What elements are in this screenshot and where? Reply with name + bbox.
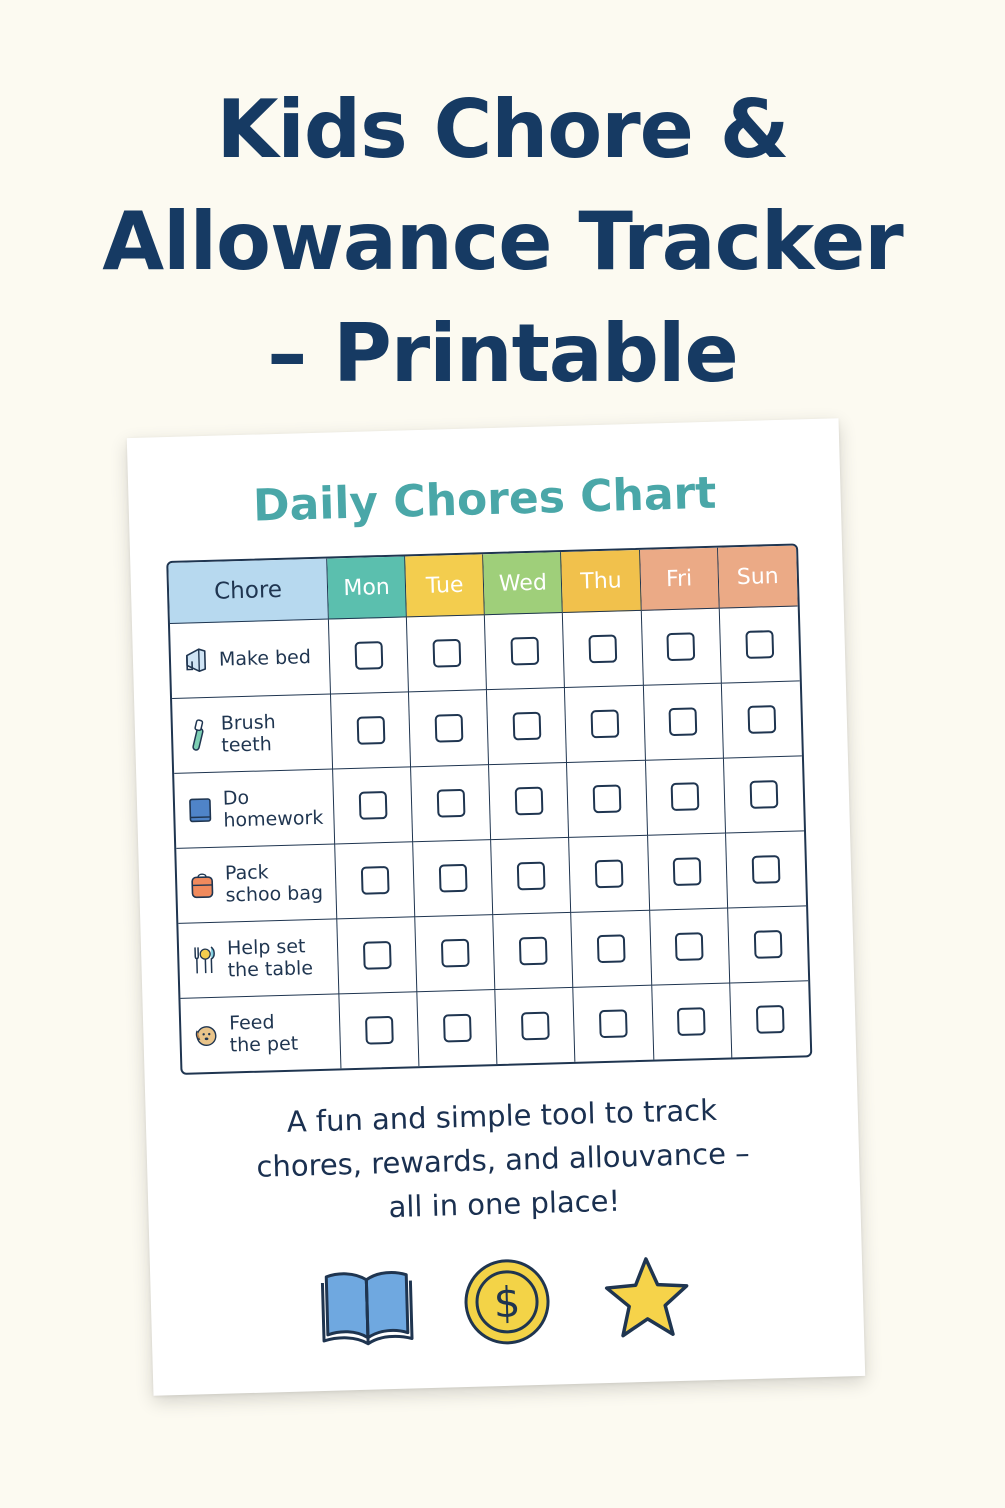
checkbox-feed-pet-mon[interactable]	[365, 1016, 394, 1045]
book-icon	[187, 793, 214, 828]
star-icon	[598, 1249, 697, 1348]
toothbrush-icon	[185, 718, 212, 753]
checkbox-pack-bag-thu[interactable]	[595, 859, 624, 888]
headline-line-1: Kids Chore &	[216, 83, 789, 176]
chore-name-line2: schoo bag	[225, 881, 324, 907]
checkbox-homework-mon[interactable]	[358, 791, 387, 820]
checkbox-homework-thu[interactable]	[593, 784, 622, 813]
checkbox-make-bed-fri[interactable]	[667, 632, 696, 661]
chore-cell	[170, 620, 331, 699]
day-header-fri: Fri	[640, 548, 720, 611]
chore-cell	[172, 695, 333, 774]
checkbox-brush-teeth-wed[interactable]	[512, 712, 541, 741]
checkbox-pack-bag-tue[interactable]	[439, 864, 468, 893]
checkbox-set-table-fri[interactable]	[675, 932, 704, 961]
checkbox-brush-teeth-mon[interactable]	[356, 716, 385, 745]
dollar-coin-icon	[458, 1253, 557, 1352]
open-book-icon	[318, 1256, 417, 1355]
chore-column-header: Chore	[168, 559, 329, 624]
bottom-icon-row	[150, 1242, 865, 1362]
checkbox-make-bed-tue[interactable]	[432, 639, 461, 668]
chore-name-line2: teeth	[221, 733, 273, 757]
checkbox-set-table-mon[interactable]	[362, 941, 391, 970]
page-headline	[0, 74, 1005, 410]
chore-name-line2: the pet	[229, 1032, 299, 1057]
tagline-line-1: A fun and simple tool to track	[286, 1092, 718, 1139]
headline-line-3: – Printable	[267, 307, 738, 400]
checkbox-pack-bag-wed[interactable]	[517, 862, 546, 891]
tagline	[185, 1085, 820, 1235]
chore-cell	[174, 769, 335, 848]
checkbox-set-table-wed[interactable]	[519, 937, 548, 966]
checkbox-feed-pet-wed[interactable]	[521, 1012, 550, 1041]
checkbox-make-bed-wed[interactable]	[510, 637, 539, 666]
tagline-line-2: chores, rewards, and allouvance –	[256, 1136, 751, 1184]
checkbox-feed-pet-thu[interactable]	[599, 1009, 628, 1038]
svg-text:$: $	[492, 1277, 522, 1328]
chore-name: Do	[222, 786, 250, 810]
backpack-icon	[189, 868, 216, 903]
headline-line-2: Allowance Tracker	[102, 195, 903, 288]
chore-name: Make bed	[218, 646, 312, 671]
checkbox-pack-bag-fri[interactable]	[673, 857, 702, 886]
checkbox-homework-fri[interactable]	[671, 782, 700, 811]
checkbox-set-table-tue[interactable]	[441, 939, 470, 968]
checkbox-set-table-thu[interactable]	[597, 934, 626, 963]
checkbox-brush-teeth-tue[interactable]	[434, 714, 463, 743]
chore-cell	[176, 844, 337, 923]
checkbox-feed-pet-fri[interactable]	[677, 1007, 706, 1036]
chore-chart-table	[166, 543, 812, 1074]
chore-name: Help set	[226, 935, 306, 960]
checkbox-brush-teeth-fri[interactable]	[669, 707, 698, 736]
day-header-thu: Thu	[562, 550, 642, 613]
checkbox-feed-pet-tue[interactable]	[443, 1014, 472, 1043]
checkbox-homework-tue[interactable]	[436, 789, 465, 818]
chore-cell	[178, 919, 339, 998]
day-header-wed: Wed	[483, 552, 563, 615]
checkbox-brush-teeth-thu[interactable]	[591, 710, 620, 739]
chart-title: Daily Chores Chart	[252, 467, 717, 532]
checkbox-brush-teeth-sun[interactable]	[747, 705, 776, 734]
chore-name: Feed	[228, 1011, 275, 1035]
chore-name-line2: the table	[227, 957, 314, 982]
checkbox-make-bed-thu[interactable]	[588, 635, 617, 664]
day-header-tue: Tue	[405, 554, 485, 617]
checkbox-homework-wed[interactable]	[515, 787, 544, 816]
day-header-mon: Mon	[327, 556, 407, 619]
checkbox-make-bed-mon[interactable]	[354, 641, 383, 670]
tagline-line-3: all in one place!	[388, 1183, 621, 1225]
checkbox-set-table-sun[interactable]	[754, 930, 783, 959]
day-header-sun: Sun	[718, 545, 798, 608]
checkbox-pack-bag-mon[interactable]	[360, 866, 389, 895]
utensils-icon	[191, 943, 218, 978]
checkbox-pack-bag-sun[interactable]	[752, 855, 781, 884]
printable-sheet	[127, 418, 865, 1396]
chore-name: Brush	[220, 711, 276, 735]
dog-icon	[193, 1018, 220, 1053]
checkbox-feed-pet-sun[interactable]	[756, 1005, 785, 1034]
checkbox-make-bed-sun[interactable]	[745, 630, 774, 659]
chore-name: Pack	[224, 861, 269, 885]
chore-cell	[180, 994, 341, 1072]
bed-icon	[183, 643, 210, 678]
chore-name-line2: homework	[223, 806, 324, 832]
checkbox-homework-sun[interactable]	[749, 780, 778, 809]
